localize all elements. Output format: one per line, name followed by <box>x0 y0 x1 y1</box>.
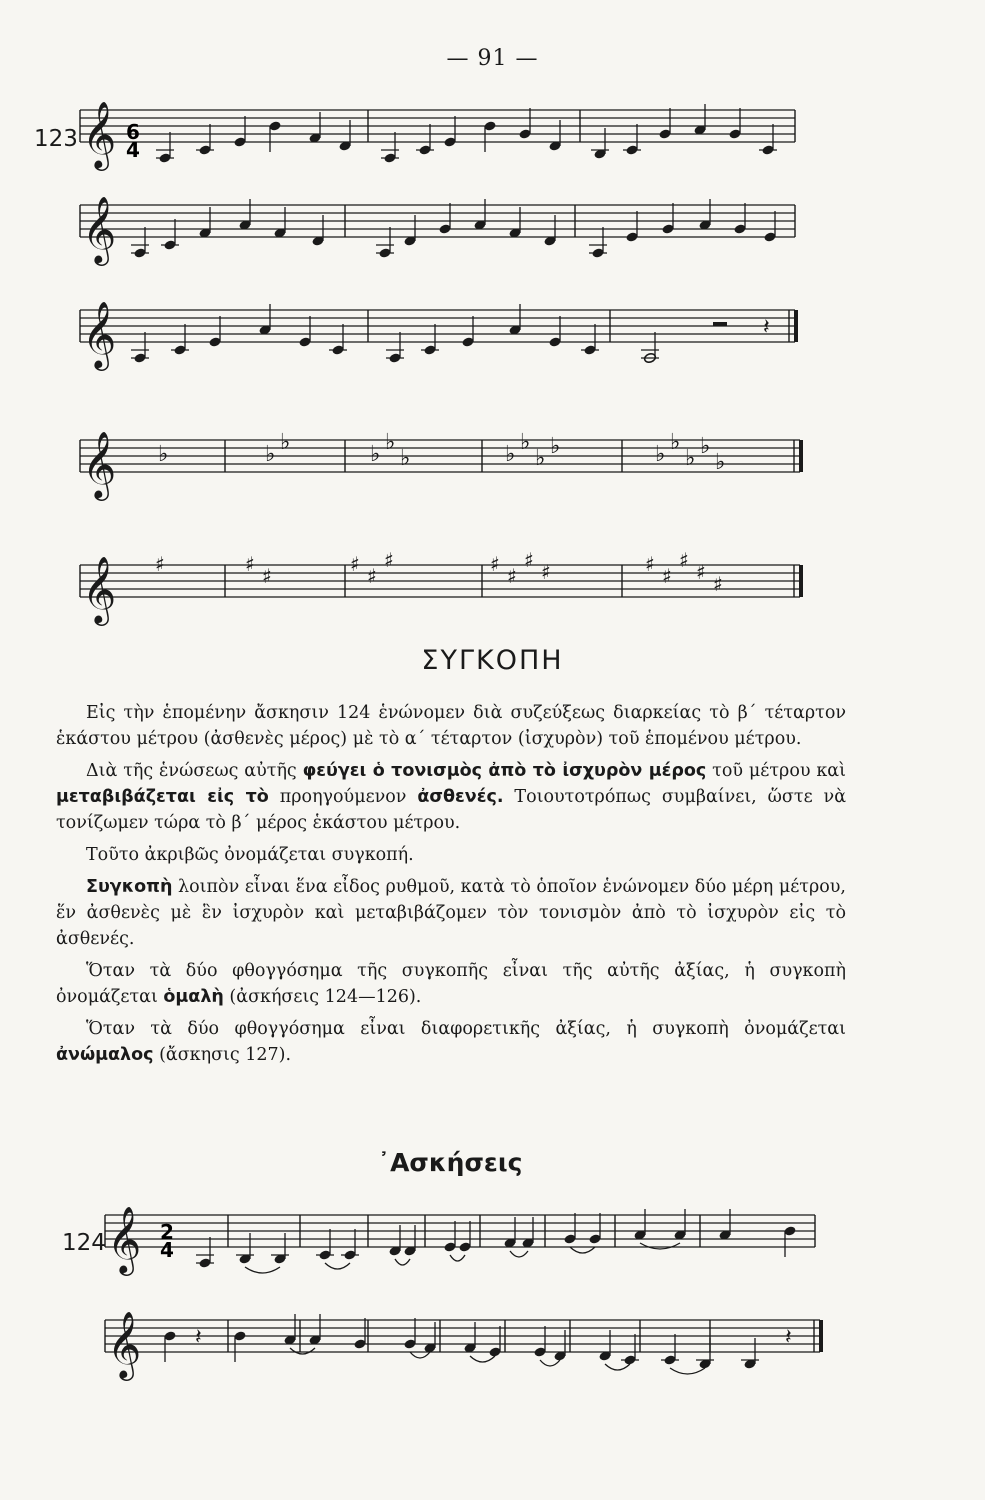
exercise-number-123: 123 <box>34 126 78 152</box>
quarter-rest-icon: 𝄽 <box>763 315 770 340</box>
paragraph-4 <box>56 874 846 952</box>
sharp-icon: ♯ <box>367 564 377 588</box>
tie-arc <box>290 1348 315 1354</box>
text-run: λοιπὸν εἶναι ἕνα εἶδος ρυθμοῦ, κατὰ τὸ ὁποῖον ἑνώνομεν δύο μέρη μέτρου, ἕν ἀσθενὲς μὲ ἓν ἰσχυρὸν καὶ μεταβιβάζομεν τὸν τονισμὸν ἀπὸ τὸ ἰσχυρὸν εἰς τὸ ἀσθενές. <box>56 877 846 949</box>
flat-key-signatures-staff <box>0 420 985 515</box>
section-title: ΣΥΓΚΟΠΗ <box>421 645 564 676</box>
paragraph-2 <box>56 758 846 836</box>
text-run: Τοιουτοτρόπως συμβαίνει, ὥστε νὰ τονίζωμεν τώρα τὸ β΄ μέρος ἑκάστου μέτρου. <box>56 787 847 833</box>
final-bar-thick <box>799 440 803 472</box>
treble-clef-icon: 𝄞 <box>107 1310 142 1378</box>
flat-icon: ♭ <box>700 434 711 459</box>
tie-arc <box>640 1243 680 1249</box>
final-bar-thick <box>799 565 803 597</box>
sharp-icon: ♯ <box>490 552 500 576</box>
treble-clef-icon: 𝄞 <box>82 430 117 498</box>
sharp-icon: ♯ <box>245 552 255 576</box>
quarter-rest-icon: 𝄽 <box>195 1325 202 1350</box>
staff-ex124-line2 <box>0 1300 985 1395</box>
tie-arc <box>510 1251 528 1257</box>
exercise-number-124: 124 <box>62 1230 106 1256</box>
flat-icon: ♭ <box>715 450 726 475</box>
exercises-subheading: ᾿Ασκήσεις <box>377 1148 523 1177</box>
text-run: Διὰ τῆς ἑνώσεως αὐτῆς <box>86 761 303 781</box>
text-run: Ὅταν τὰ δύο φθογγόσημα εἶναι διαφορετικῆς ἀξίας, ἡ συγκοπὴ ὀνομάζεται <box>86 1019 846 1039</box>
sharp-icon: ♯ <box>507 564 517 588</box>
staff-ex124-line1 <box>0 1195 985 1290</box>
tie-arc <box>470 1356 495 1362</box>
paragraph-1 <box>56 700 846 752</box>
staff-ex123-line3 <box>0 290 985 380</box>
paragraph-5 <box>56 958 846 1010</box>
flat-icon: ♭ <box>400 446 411 471</box>
tie-arc <box>245 1267 280 1273</box>
text-run: τοῦ μέτρου καὶ <box>706 761 846 781</box>
flat-icon: ♭ <box>655 442 666 467</box>
treble-clef-icon: 𝄞 <box>82 300 117 368</box>
half-rest-icon <box>713 322 727 326</box>
flat-icon: ♭ <box>505 442 516 467</box>
tie-arc <box>395 1259 410 1265</box>
text-run: προηγούμενον <box>268 787 418 807</box>
sharp-icon: ♯ <box>645 552 655 576</box>
text-run: Εἰς τὴν ἑπομένην ἄσκησιν 124 ἑνώνομεν διὰ συζεύξεως διαρκείας τὸ β΄ τέταρτον ἑκάστου μέτρου (ἀσθενὲς μέρος) μὲ τὸ α΄ τέταρτον (ἰσχυρὸν) τοῦ ἑπομένου μέτρου. <box>56 703 846 749</box>
flat-icon: ♭ <box>265 442 276 467</box>
flat-icon: ♭ <box>385 430 396 455</box>
text-run: Ὅταν τὰ δύο φθογγόσημα τῆς συγκοπῆς εἶναι τῆς αὐτῆς ἀξίας, ἡ συγκοπὴ ὀνομάζεται <box>56 961 846 1007</box>
sharp-icon: ♯ <box>713 572 723 596</box>
body-text <box>56 700 846 1074</box>
treble-clef-icon: 𝄞 <box>107 1205 142 1273</box>
flat-icon: ♭ <box>158 442 169 467</box>
time-sig-bottom-124: 4 <box>160 1238 174 1262</box>
flat-icon: ♭ <box>520 430 531 455</box>
time-sig-bottom-123: 4 <box>126 138 140 162</box>
bold-term: Συγκοπὴ <box>86 877 173 897</box>
tie-arc <box>410 1352 430 1358</box>
bold-term: ὁμαλὴ <box>163 987 224 1007</box>
sharp-key-signatures-staff <box>0 545 985 640</box>
text-run: (ἄσκησις 127). <box>153 1045 292 1065</box>
bold-term: ἀνώμαλος <box>56 1045 154 1065</box>
paragraph-3 <box>56 842 846 868</box>
tie-arc <box>540 1360 560 1366</box>
bold-term: μεταβιβάζεται εἰς τὸ <box>56 787 269 807</box>
flat-icon: ♭ <box>535 446 546 471</box>
treble-clef-icon: 𝄞 <box>82 195 117 263</box>
treble-clef-icon: 𝄞 <box>82 555 117 623</box>
final-bar-thick <box>794 310 798 342</box>
quarter-rest-icon: 𝄽 <box>785 1325 792 1350</box>
tie-arc <box>325 1263 350 1269</box>
sharp-icon: ♯ <box>662 564 672 588</box>
staff-ex123-line1 <box>0 100 985 190</box>
tie-arc <box>570 1247 595 1253</box>
time-sig-top-124: 2 <box>160 1220 174 1244</box>
staff-ex123-line2 <box>0 195 985 285</box>
flat-icon: ♭ <box>670 430 681 455</box>
sharp-icon: ♯ <box>541 560 551 584</box>
sharp-icon: ♯ <box>262 564 272 588</box>
tie-arc <box>605 1364 630 1370</box>
bold-term: φεύγει ὁ τονισμὸς ἀπὸ τὸ ἰσχυρὸν μέρος <box>302 761 707 781</box>
bold-term: ἀσθενές. <box>417 787 504 807</box>
sharp-icon: ♯ <box>679 548 689 572</box>
flat-icon: ♭ <box>550 434 561 459</box>
tie-arc <box>450 1255 465 1261</box>
time-sig-top-123: 6 <box>126 120 140 144</box>
tie-arc <box>670 1368 705 1374</box>
sharp-icon: ♯ <box>524 548 534 572</box>
text-run: (ἀσκήσεις 124—126). <box>223 987 422 1007</box>
sharp-icon: ♯ <box>350 552 360 576</box>
treble-clef-icon: 𝄞 <box>82 100 117 168</box>
text-run: Τοῦτο ἀκριβῶς ὀνομάζεται συγκοπή. <box>86 845 414 865</box>
final-bar-thick <box>819 1320 823 1352</box>
paragraph-6 <box>56 1016 846 1068</box>
sharp-icon: ♯ <box>384 548 394 572</box>
flat-icon: ♭ <box>280 430 291 455</box>
sharp-icon: ♯ <box>155 552 165 576</box>
page-number: — 91 — <box>446 46 539 71</box>
flat-icon: ♭ <box>685 446 696 471</box>
flat-icon: ♭ <box>370 442 381 467</box>
sharp-icon: ♯ <box>696 560 706 584</box>
